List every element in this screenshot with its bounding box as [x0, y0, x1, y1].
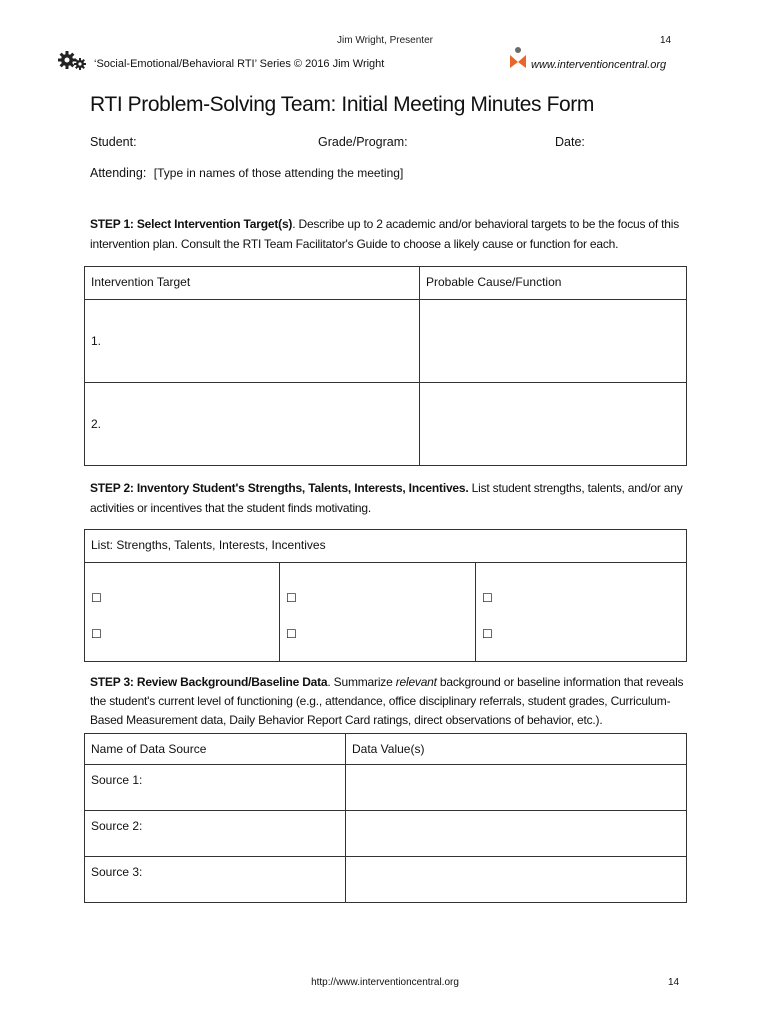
- checkbox[interactable]: ☐: [482, 627, 493, 641]
- strengths-column-3: [476, 563, 687, 662]
- gears-icon: [58, 49, 88, 71]
- student-label: Student:: [90, 135, 137, 149]
- value-1-cell[interactable]: [346, 765, 687, 811]
- target-2-cell[interactable]: 2.: [85, 383, 420, 466]
- website-text: www.interventioncentral.org: [531, 59, 667, 71]
- step3-text: background or baseline information that reveals the student's current level of functioning (e.g., attendance, office disciplinary referrals, student grades, Curriculum-Based Measurement data, Daily Behavior Report Card ratings, direct observations of behavior, etc.).: [90, 675, 684, 727]
- probable-cause-header: Probable Cause/Function: [420, 267, 687, 300]
- cause-1-cell[interactable]: [420, 300, 687, 383]
- step2-text: List student strengths, talents, and/or any activities or incentives that the student finds motivating.: [90, 481, 683, 515]
- step3-italic-text: relevant: [395, 675, 437, 689]
- checkbox[interactable]: ☐: [286, 591, 297, 605]
- strengths-table: [84, 529, 687, 662]
- step1-text: . Describe up to 2 academic and/or behavioral targets to be the focus of this intervention plan. Consult the RTI Team Facilitator's Guide to choose a likely cause or function for each.: [90, 217, 680, 251]
- data-source-header: Name of Data Source: [85, 734, 346, 765]
- target-1-cell[interactable]: 1.: [85, 300, 420, 383]
- presenter-text: Jim Wright, Presenter: [337, 35, 433, 46]
- source-2-cell[interactable]: Source 2:: [85, 811, 346, 857]
- value-3-cell[interactable]: [346, 857, 687, 903]
- intervention-target-table: [84, 266, 687, 466]
- intervention-target-header: Intervention Target: [85, 267, 420, 300]
- series-text: ‘Social-Emotional/Behavioral RTI’ Series © 2016 Jim Wright: [94, 58, 385, 70]
- step2-instructions: [90, 478, 690, 518]
- source-3-cell[interactable]: Source 3:: [85, 857, 346, 903]
- page-number-bottom: 14: [668, 977, 680, 988]
- date-label: Date:: [555, 135, 585, 149]
- step1-instructions: [90, 214, 690, 254]
- grade-label: Grade/Program:: [318, 135, 408, 149]
- page-number-top: 14: [660, 35, 672, 46]
- checkbox[interactable]: ☐: [91, 627, 102, 641]
- data-value-header: Data Value(s): [346, 734, 687, 765]
- value-2-cell[interactable]: [346, 811, 687, 857]
- attending-label: Attending:: [90, 166, 147, 180]
- footer-url[interactable]: http://www.interventioncentral.org: [311, 977, 459, 988]
- step1-heading: STEP 1: Select Intervention Target(s): [90, 217, 293, 231]
- checkbox[interactable]: ☐: [482, 591, 493, 605]
- step2-heading: STEP 2: Inventory Student's Strengths, Talents, Interests, Incentives.: [90, 481, 469, 495]
- step3-text: . Summarize: [327, 675, 396, 689]
- checkbox[interactable]: ☐: [286, 627, 297, 641]
- cause-2-cell[interactable]: [420, 383, 687, 466]
- strengths-column-2: [280, 563, 476, 662]
- form-title: RTI Problem-Solving Team: Initial Meeting Minutes Form: [90, 93, 594, 116]
- source-1-cell[interactable]: Source 1:: [85, 765, 346, 811]
- attending-row: [90, 166, 403, 180]
- data-source-table: [84, 733, 687, 903]
- strengths-column-1: [85, 563, 280, 662]
- attending-input[interactable]: [Type in names of those attending the meeting]: [153, 166, 404, 180]
- step3-instructions: [90, 673, 690, 730]
- intervention-central-logo: [509, 46, 527, 70]
- step3-heading: STEP 3: Review Background/Baseline Data: [90, 675, 328, 689]
- strengths-list-header: List: Strengths, Talents, Interests, Incentives: [85, 530, 687, 563]
- checkbox[interactable]: ☐: [91, 591, 102, 605]
